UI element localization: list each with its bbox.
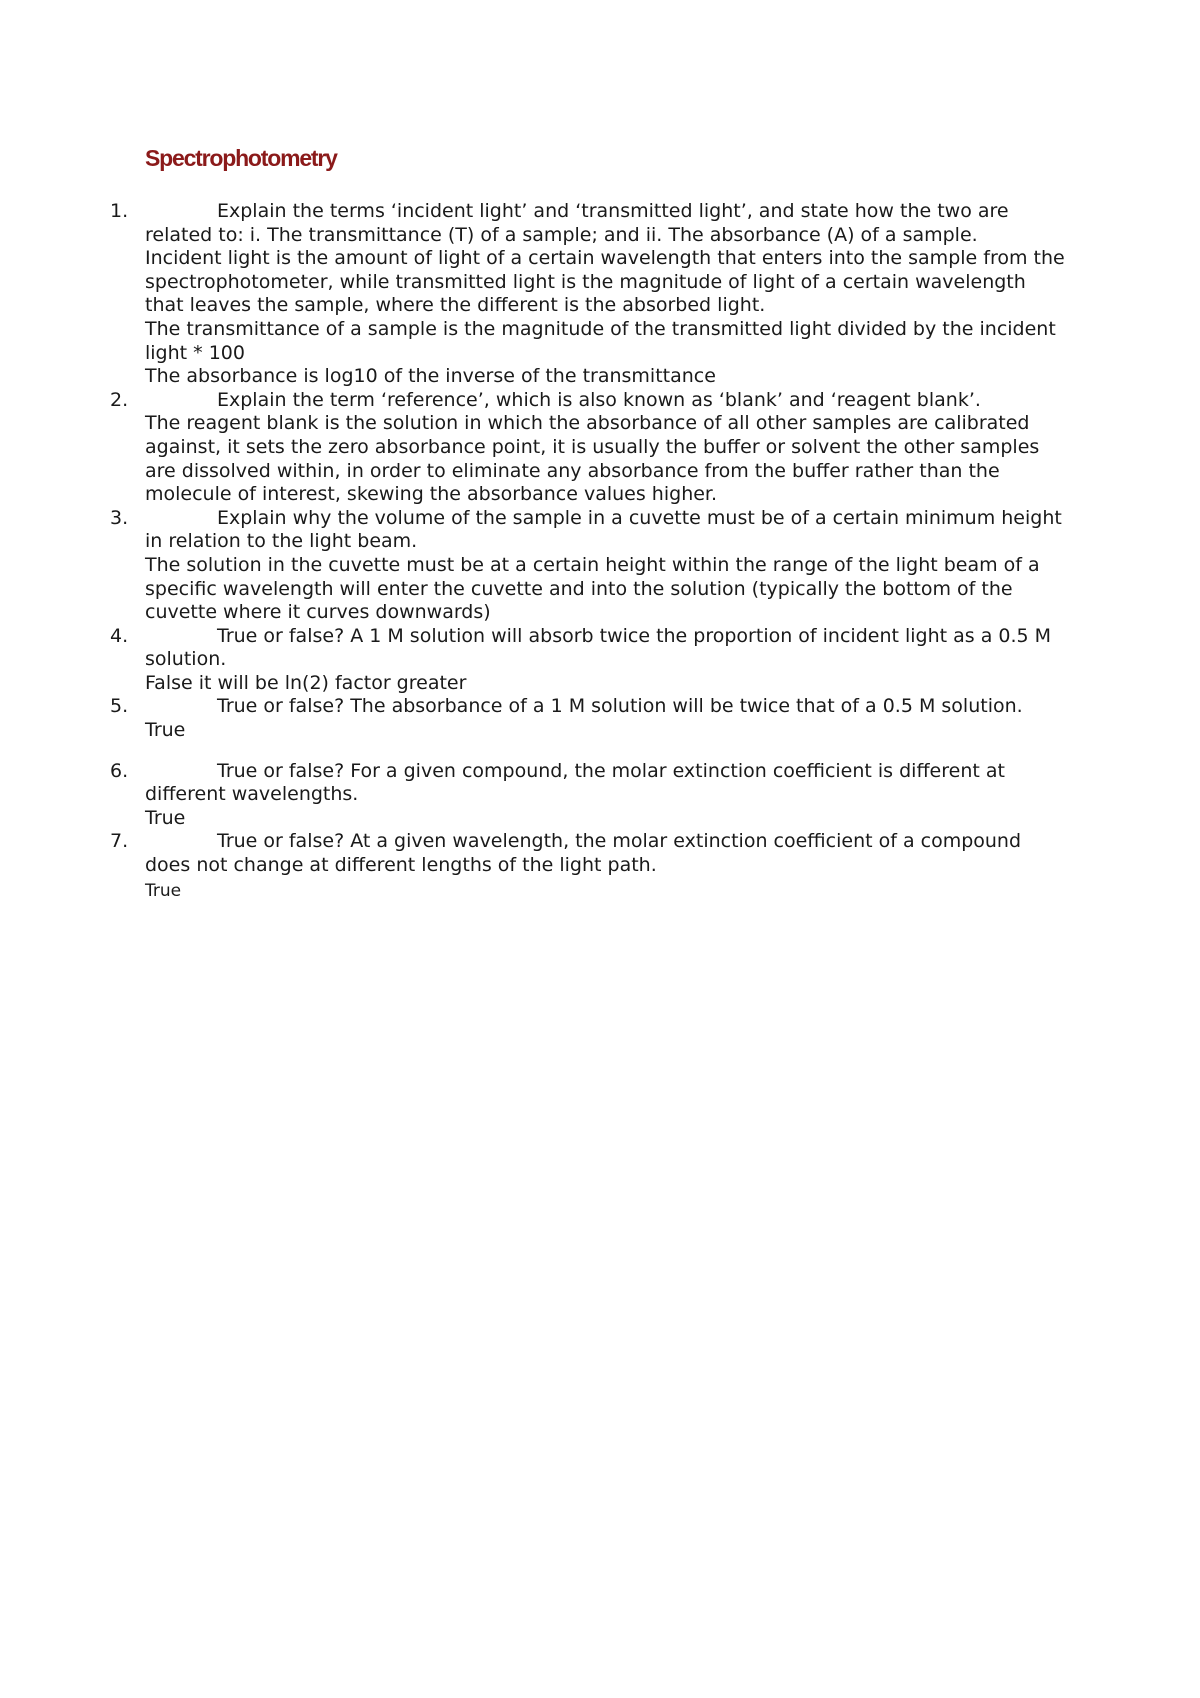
question-number: 4. <box>110 624 129 647</box>
answer-text: The solution in the cuvette must be at a certain height within the range of the light beam of a specific wavelength will enter the cuvette and into the solution (typically the bottom of the cuvette where it curves downwards) <box>145 553 1040 624</box>
question-item-6 <box>110 760 1070 831</box>
question-item-3 <box>110 507 1070 625</box>
question-text: Explain why the volume of the sample in a cuvette must be of a certain minimum height in relation to the light beam. <box>145 506 1062 553</box>
paragraph-spacer <box>110 743 1070 760</box>
question-number: 3. <box>110 506 129 529</box>
answer-text: The transmittance of a sample is the magnitude of the transmitted light divided by the incident light * 100 <box>145 317 1056 364</box>
question-text: True or false? A 1 M solution will absorb twice the proportion of incident light as a 0.5 M solution. <box>145 624 1052 671</box>
question-text: True or false? The absorbance of a 1 M solution will be twice that of a 0.5 M solution. <box>217 695 1023 718</box>
answer-text: False it will be ln(2) factor greater <box>145 671 467 694</box>
question-text-block <box>145 200 1070 247</box>
question-text: True or false? At a given wavelength, the molar extinction coefficient of a compound does not change at different lengths of the light path. <box>145 830 1022 877</box>
question-text-block <box>145 389 1070 413</box>
answer-text: True <box>145 880 182 901</box>
question-list <box>110 200 1070 904</box>
question-item-5 <box>110 695 1070 742</box>
answer-text: The absorbance is log10 of the inverse of the transmittance <box>145 365 716 388</box>
question-item-7 <box>110 830 1070 903</box>
answer-text: True <box>145 806 186 829</box>
answer-text: Incident light is the amount of light of a certain wavelength that enters into the sample from the spectrophotometer, while transmitted light is the magnitude of light of a certain wavelength that leaves the sample, where the different is the absorbed light. <box>145 247 1065 317</box>
question-text-block <box>145 625 1070 672</box>
answer-text: True <box>145 719 186 742</box>
question-number: 7. <box>110 830 129 853</box>
question-text-block <box>145 760 1070 807</box>
question-text-block <box>145 695 1070 719</box>
question-item-2 <box>110 389 1070 507</box>
question-number: 5. <box>110 695 129 718</box>
question-text-block <box>145 507 1070 554</box>
document-title: Spectrophotometry <box>145 145 337 171</box>
question-number: 6. <box>110 759 129 782</box>
question-item-1 <box>110 200 1070 389</box>
question-item-4 <box>110 625 1070 696</box>
answer-text: The reagent blank is the solution in which the absorbance of all other samples are calibrated against, it sets the zero absorbance point, it is usually the buffer or solvent the other samples are dissolved within, in order to eliminate any absorbance from the buffer rather than the molecule of interest, skewing the absorbance values higher. <box>145 412 1040 506</box>
question-text: Explain the terms ‘incident light’ and ‘transmitted light’, and state how the two are related to: i. The transmittance (T) of a sample; and ii. The absorbance (A) of a sample. <box>145 200 1009 246</box>
question-number: 2. <box>110 388 129 411</box>
question-text-block <box>145 830 1070 877</box>
question-text: True or false? For a given compound, the molar extinction coefficient is different at different wavelengths. <box>145 759 1005 806</box>
question-text: Explain the term ‘reference’, which is also known as ‘blank’ and ‘reagent blank’. <box>217 388 981 411</box>
question-number: 1. <box>110 200 129 222</box>
